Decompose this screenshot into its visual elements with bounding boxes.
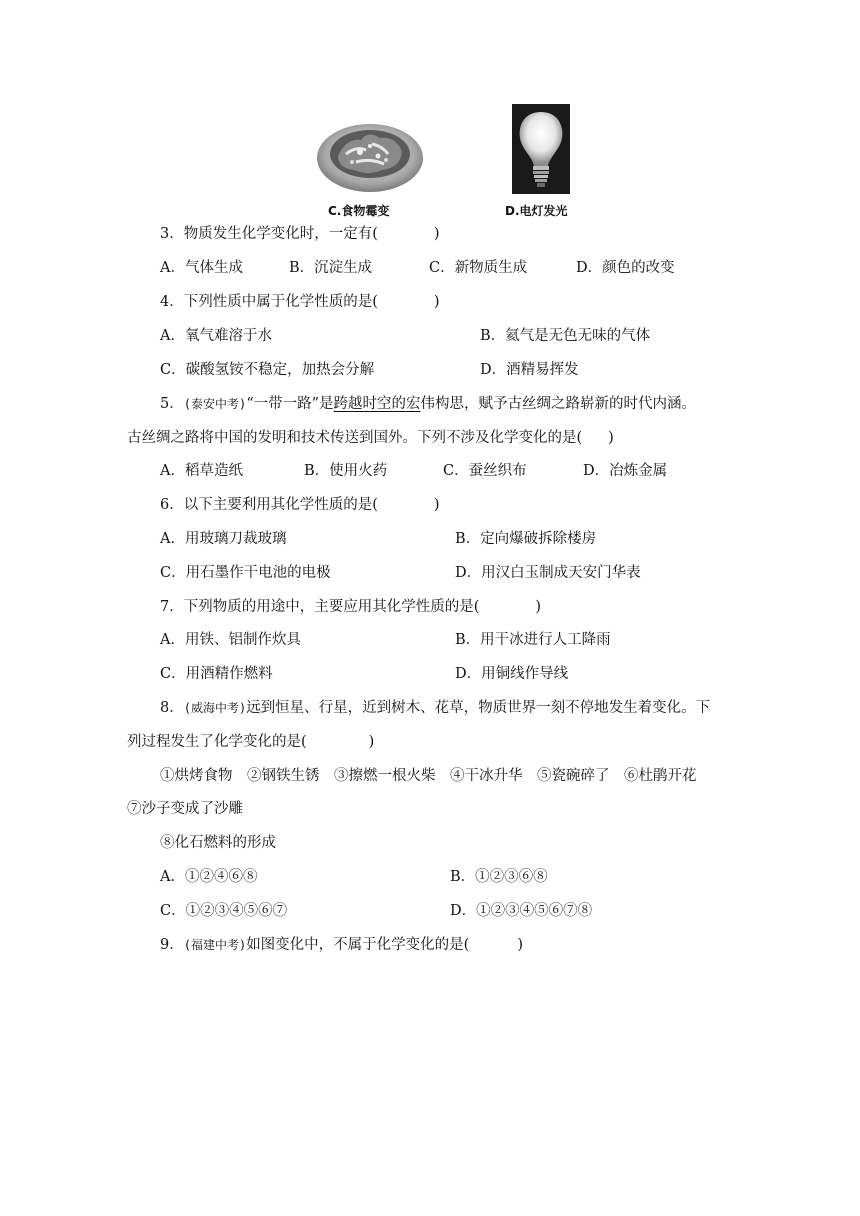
q4-option-a: A．氧气难溶于水	[160, 328, 272, 344]
q6-stem-end: )	[433, 497, 440, 513]
q9-stem	[160, 935, 523, 955]
q5-option-c: C．蚕丝织布	[443, 463, 527, 479]
q8-items-line3: ⑧化石燃料的形成	[160, 835, 276, 851]
q5-stem	[160, 394, 696, 414]
q8-option-a: A．①②④⑥⑧	[160, 869, 258, 885]
q4-stem-text: 4．下列性质中属于化学性质的是(	[160, 294, 378, 310]
q8-source: (威海中考)	[183, 701, 247, 715]
figure-caption-c: C.食物霉变	[328, 204, 390, 218]
q6-option-a: A．用玻璃刀裁玻璃	[160, 531, 287, 547]
q7-option-b: B．用干冰进行人工降雨	[455, 632, 611, 648]
q8-items-line1: ①烘烤食物 ②钢铁生锈 ③擦燃一根火柴 ④干冰升华 ⑤瓷碗碎了 ⑥杜鹃开花	[160, 768, 697, 784]
q5-line2-end: )	[608, 430, 614, 446]
q7-option-d: D．用铜线作导线	[455, 666, 569, 682]
q8-stem	[160, 698, 710, 718]
q4-option-b: B．氦气是无色无味的气体	[480, 328, 651, 344]
q7-stem	[160, 597, 541, 617]
q4-option-c: C．碳酸氢铵不稳定，加热会分解	[160, 362, 375, 378]
q9-source: (福建中考)	[183, 938, 247, 952]
q8-items-line2: ⑦沙子变成了沙雕	[127, 801, 243, 817]
q6-option-d: D．用汉白玉制成天安门华表	[455, 565, 641, 581]
q6-option-c: C．用石墨作干电池的电极	[160, 565, 331, 581]
q7-stem-end: )	[535, 599, 542, 615]
q7-option-a: A．用铁、铝制作炊具	[160, 632, 301, 648]
q8-text: 远到恒星、行星，近到树木、花草，物质世界一刻不停地发生着变化。下	[246, 700, 711, 716]
q3-option-a: A．气体生成	[160, 260, 243, 276]
q4-option-d: D．酒精易挥发	[480, 362, 579, 378]
q8-number: 8．	[160, 700, 184, 716]
q3-stem-text: 3．物质发生化学变化时，一定有(	[160, 226, 378, 242]
q5-text-b: 伟构思，赋予古丝绸之路崭新的时代内涵。	[420, 396, 697, 412]
q5-source: (泰安中考)	[183, 397, 247, 411]
q3-stem	[160, 224, 440, 244]
q3-option-c: C．新物质生成	[429, 260, 528, 276]
q5-number: 5．	[160, 396, 184, 412]
light-bulb-icon	[512, 104, 570, 194]
q5-line2-text: 古丝绸之路将中国的发明和技术传送到国外。下列不涉及化学变化的是(	[127, 430, 583, 446]
q7-option-c: C．用酒精作燃料	[160, 666, 273, 682]
q3-option-d: D．颜色的改变	[576, 260, 675, 276]
q8-line2-text: 列过程发生了化学变化的是(	[127, 734, 307, 750]
q8-option-b: B．①②③⑥⑧	[450, 869, 548, 885]
figure-caption-d: D.电灯发光	[505, 204, 568, 218]
q5-option-b: B．使用火药	[304, 463, 388, 479]
q5-text-a: “一带一路”是	[246, 396, 334, 412]
q8-line2-end: )	[368, 734, 375, 750]
q3-stem-end: )	[433, 226, 440, 242]
q8-stem-line2	[127, 732, 374, 752]
q9-number: 9．	[160, 937, 184, 953]
q6-option-b: B．定向爆破拆除楼房	[455, 531, 597, 547]
q5-stem-line2	[127, 428, 614, 448]
question-figure	[0, 104, 860, 222]
q9-text: 如图变化中，不属于化学变化的是(	[246, 937, 470, 953]
moldy-food-plate-icon	[316, 116, 424, 196]
q8-option-c: C．①②③④⑤⑥⑦	[160, 903, 288, 919]
q5-underlined-text: 跨越时空的宏	[333, 396, 421, 412]
figure-item-d	[512, 104, 570, 194]
q9-stem-end: )	[517, 937, 524, 953]
q5-option-a: A．稻草造纸	[160, 463, 243, 479]
q4-stem	[160, 292, 440, 312]
q4-stem-end: )	[433, 294, 440, 310]
figure-item-c	[316, 116, 424, 196]
q8-option-d: D．①②③④⑤⑥⑦⑧	[450, 903, 593, 919]
q6-stem	[160, 495, 440, 515]
q5-option-d: D．冶炼金属	[583, 463, 668, 479]
q3-option-b: B．沉淀生成	[289, 260, 373, 276]
q6-stem-text: 6．以下主要利用其化学性质的是(	[160, 497, 378, 513]
q7-stem-text: 7．下列物质的用途中，主要应用其化学性质的是(	[160, 599, 480, 615]
